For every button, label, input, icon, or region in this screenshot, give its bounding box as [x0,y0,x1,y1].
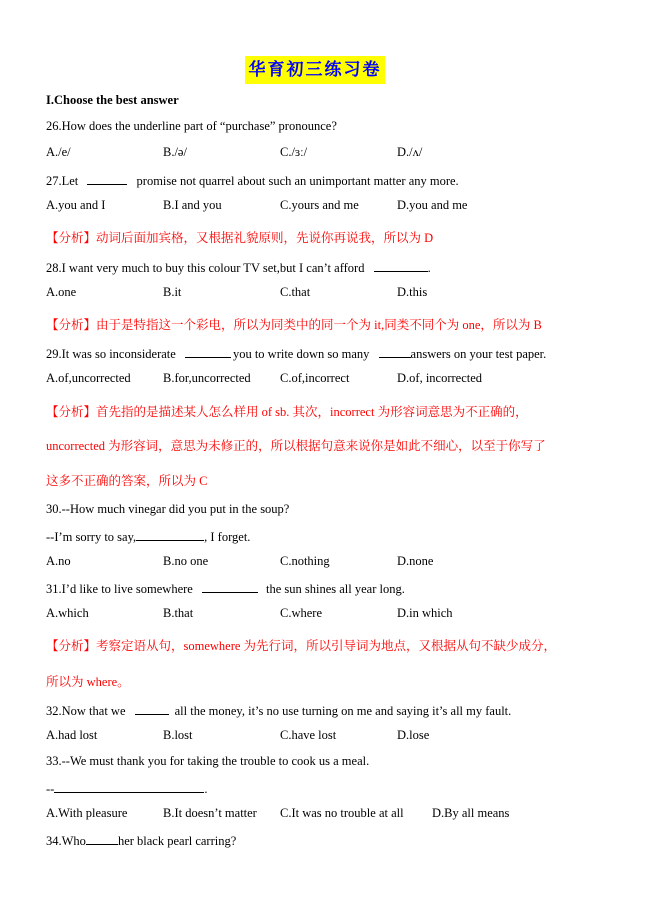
option-b: B.for,uncorrected [163,371,251,385]
question-31 [46,580,405,597]
option-a: A./e/ [46,145,71,159]
question-30-reply-b: , I forget. [204,530,251,544]
answer-blank [135,702,169,715]
option-c: C./ɜː/ [280,145,308,159]
question-27-text-b: promise not quarrel about such an unimportant matter any more. [136,174,459,188]
answer-blank [202,580,258,593]
question-28-text-b: . [427,261,431,275]
option-b: B.that [163,606,194,620]
section-heading: I.Choose the best answer [46,93,179,107]
question-32-text-a: 32.Now that we [46,704,126,718]
analysis-27: 【分析】动词后面加宾格，又根据礼貌原则，先说你再说我，所以为 D [46,231,434,245]
question-26: 26.How does the underline part of “purchase” pronounce? [46,119,337,133]
question-30-reply [46,528,250,545]
option-a: A.no [46,554,71,568]
option-a: A.you and I [46,198,106,212]
option-c: C.nothing [280,554,330,568]
answer-blank [379,345,411,358]
option-a: A.of,uncorrected [46,371,131,385]
question-30: 30.--How much vinegar did you put in the soup? [46,502,290,516]
option-c: C.It was no trouble at all [280,806,404,820]
question-33: 33.--We must thank you for taking the trouble to cook us a meal. [46,754,370,768]
question-33-reply [46,780,207,797]
question-32-text-b: all the money, it’s no use turning on me and saying it’s all my fault. [174,704,512,718]
analysis-29-line-2: uncorrected 为形容词，意思为未修正的，所以根据句意来说你是如此不细心，以至于你写了 [46,439,546,453]
question-28-text-a: 28.I want very much to buy this colour TV set,but I can’t afford [46,261,365,275]
answer-blank [86,832,118,845]
question-29 [46,345,546,362]
option-a: A.With pleasure [46,806,128,820]
question-28 [46,259,431,276]
option-b: B.no one [163,554,209,568]
option-d: D.none [397,554,434,568]
option-d: D.you and me [397,198,468,212]
answer-blank [87,172,127,185]
option-d: D./ʌ/ [397,145,423,159]
answer-blank [54,780,204,793]
option-c: C.that [280,285,311,299]
question-34 [46,832,236,849]
question-31-text-b: the sun shines all year long. [265,582,405,596]
option-b: B.it [163,285,182,299]
question-32 [46,702,511,719]
option-d: D.in which [397,606,453,620]
question-34-text-b: her black pearl carring? [117,834,237,848]
question-31-text-a: 31.I’d like to live somewhere [46,582,193,596]
analysis-31-line-2: 所以为 where。 [46,675,130,689]
question-27 [46,172,459,189]
option-d: D.By all means [432,806,510,820]
answer-blank [136,528,204,541]
question-27-text-a: 27.Let [46,174,79,188]
option-a: A.which [46,606,89,620]
page-title: 华育初三练习卷 [245,56,385,84]
question-30-reply-a: --I’m sorry to say, [46,530,137,544]
answer-blank [374,259,428,272]
analysis-29-line-1: 【分析】首先指的是描述某人怎么样用 of sb. 其次，incorrect 为形容词意思为不正确的， [46,405,528,419]
analysis-31-line-1: 【分析】考察定语从句，somewhere 为先行词，所以引导词为地点，又根据从句不缺少成分， [46,639,557,653]
option-c: C.where [280,606,322,620]
analysis-28: 【分析】由于是特指这一个彩电，所以为同类中的同一个为 it,同类不同个为 one，所以为 B [46,318,542,332]
question-33-reply-a: -- [46,782,55,796]
option-a: A.had lost [46,728,98,742]
option-c: C.of,incorrect [280,371,350,385]
analysis-29-line-3: 这多不正确的答案，所以为 C [46,474,208,488]
option-b: B./ə/ [163,145,187,159]
option-b: B.lost [163,728,193,742]
question-29-text-c: answers on your test paper. [410,347,547,361]
option-d: D.this [397,285,428,299]
option-b: B.It doesn’t matter [163,806,257,820]
option-d: D.of, incorrected [397,371,483,385]
question-29-text-a: 29.It was so inconsiderate [46,347,176,361]
question-33-reply-b: . [204,782,208,796]
option-b: B.I and you [163,198,222,212]
option-c: C.have lost [280,728,337,742]
option-d: D.lose [397,728,430,742]
answer-blank [185,345,231,358]
option-c: C.yours and me [280,198,359,212]
question-29-text-b: you to write down so many [232,347,370,361]
question-34-text-a: 34.Who [46,834,86,848]
option-a: A.one [46,285,77,299]
